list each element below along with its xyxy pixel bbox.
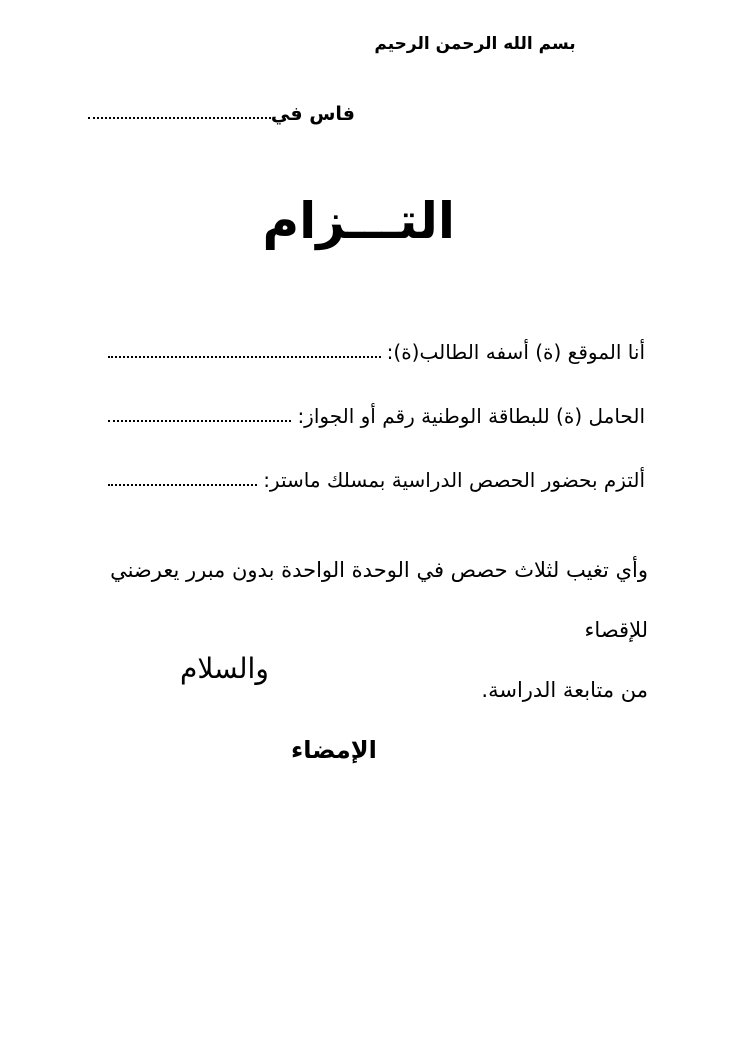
signature-label: الإمضاء [291,736,377,764]
form-line-id-number [108,404,645,428]
document-title: التـــزام [262,192,455,250]
id-number-fill-in-line [108,419,291,422]
student-name-label: أنا الموقع (ة) أسفه الطالب(ة): [386,340,645,364]
form-line-master-program [108,468,645,492]
city-fill-in-line [88,116,271,119]
paragraph-line-2: من متابعة الدراسة. [481,678,648,702]
student-name-fill-in-line [108,355,381,358]
paragraph-line-1: وأي تغيب لثلاث حصص في الوحدة الواحدة بدون مبرر يعرضني للإقصاء [110,558,648,642]
master-program-label: ألتزم بحضور الحصص الدراسية بمسلك ماستر: [263,468,645,492]
city-label: فاس في [270,103,355,125]
form-line-student-name [108,340,645,364]
master-program-fill-in-line [108,483,257,486]
closing-salutation: والسلام [180,652,269,685]
city-date-line [88,103,355,125]
bismillah-text: بسم الله الرحمن الرحيم [374,34,576,54]
commitment-paragraph [95,540,648,720]
id-number-label: الحامل (ة) للبطاقة الوطنية رقم أو الجواز: [297,404,645,428]
